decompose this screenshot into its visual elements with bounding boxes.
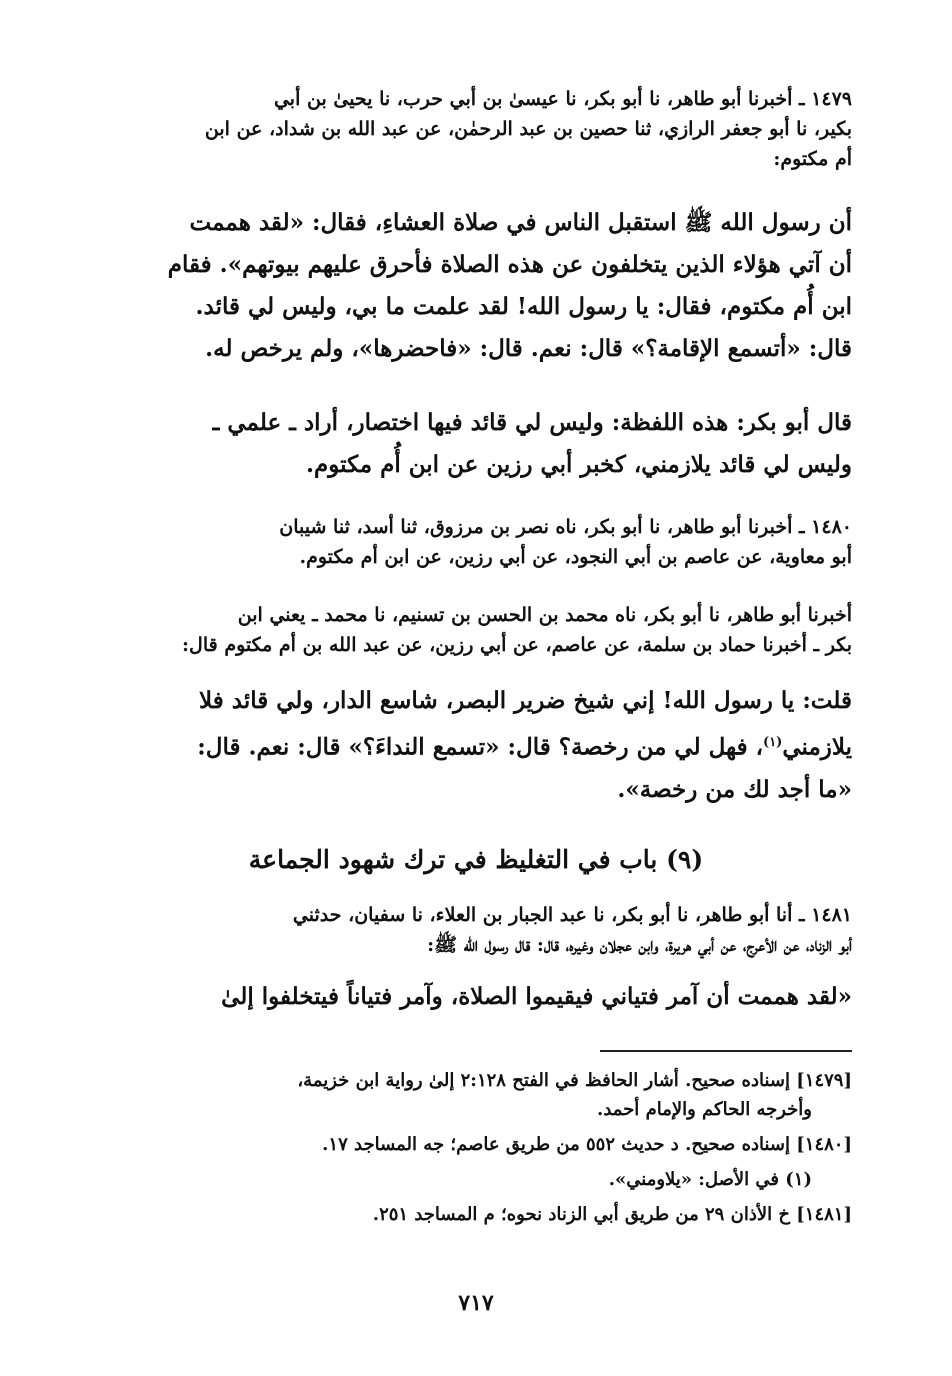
text-line: بكر ـ أخبرنا حماد بن سلمة، عن عاصم، عن أبي رزين، عن عبد الله بن أم مكتوم قال: [182,634,852,656]
text-segment: يلازمني [782,733,852,761]
footnote-marker: (١) [763,735,783,750]
text-line: ١٤٧٩ ـ أخبرنا أبو طاهر، نا أبو بكر، نا عيسىٰ بن أبي حرب، نا يحيىٰ بن أبي [273,88,852,110]
text-line: أبو معاوية، عن عاصم بن أبي النجود، عن أبي رزين، عن ابن أم مكتوم. [299,546,852,568]
text-line: «لقد هممت أن آمر فتياني فيقيموا الصلاة، وآمر فتياناً فيتخلفوا إلىٰ [221,983,852,1010]
hadith-1480-matn [100,680,852,811]
text-line: أخبرنا أبو طاهر، نا أبو بكر، ناه محمد بن الحسن بن تسنيم، نا محمد ـ يعني ابن [237,604,852,626]
hadith-1481-isnad [100,900,852,960]
text-line: ١٤٨١ ـ أنا أبو طاهر، نا أبو بكر، نا عبد الجبار بن العلاء، نا سفيان، حدثني [292,904,852,926]
hadith-1481-matn [100,976,852,1018]
text-line: قلت: يا رسول الله! إني شيخ ضرير البصر، شاسع الدار، ولي قائد فلا [199,687,852,714]
text-line: «ما أجد لك من رخصة». [617,775,852,803]
text-line: أم مكتوم: [773,148,852,170]
text-segment: (١) في الأصل: «يلاومني». [608,1169,812,1190]
text-segment: وأخرجه الحاكم والإمام أحمد. [597,1099,812,1120]
text-line: قال أبو بكر: هذه اللفظة: وليس لي قائد فيها اختصار، أراد ـ علمي ـ [212,409,852,436]
footnote-separator [600,1050,852,1052]
page-number: ٧١٧ [458,1290,494,1316]
text-line: أن رسول الله ﷺ استقبل الناس في صلاة العشاءِ، فقال: «لقد هممت [189,209,852,236]
text-line [100,722,852,769]
hadith-1479-isnad [100,84,852,174]
text-segment: ، فهل لي من رخصة؟ قال: «تسمع النداءَ؟» قال: نعم. قال: [197,733,764,761]
text-line: قال: «أتسمع الإقامة؟» قال: نعم. قال: «فاحضرها»، ولم يرخص له. [205,335,852,362]
chapter-heading: (٩) باب في التغليظ في ترك شهود الجماعة [248,845,704,874]
text-line: ابن أُم مكتوم، فقال: يا رسول الله! لقد علمت ما بي، وليس لي قائد. [195,293,852,320]
text-line: أن آتي هؤلاء الذين يتخلفون عن هذه الصلاة فأحرق عليهم بيوتهم». فقام [167,251,852,278]
footnote-1480: [١٤٨٠] إسناده صحيح. د حديث ٥٥٢ من طريق عاصم؛ جه المساجد ١٧. [322,1134,852,1155]
footnotes [100,1066,852,1229]
footnote-1481: [١٤٨١] خ الأذان ٢٩ من طريق أبي الزناد نحوه؛ م المساجد ٢٥١. [372,1204,852,1225]
footnote-note-1 [100,1165,852,1194]
text-line: أبو الزناد، عن الأعرج، عن أبي هريرة، وابن عجلان وغيره، قال: قال رسول الله ﷺ: [427,934,852,956]
text-line: بكير، نا أبو جعفر الرازي، ثنا حصين بن عبد الرحمٰن، عن عبد الله بن شداد، عن ابن [204,118,852,140]
hadith-1480-second-isnad [100,600,852,660]
text-line: ١٤٨٠ ـ أخبرنا أبو طاهر، نا أبو بكر، ناه نصر بن مرزوق، ثنا أسد، ثنا شيبان [279,516,852,538]
footnote-1479-continued [100,1095,852,1124]
footnote-1479: [١٤٧٩] إسناده صحيح. أشار الحافظ في الفتح ٢:١٢٨ إلىٰ رواية ابن خزيمة، [297,1070,852,1091]
text-line: وليس لي قائد يلازمني، كخبر أبي رزين عن ابن أُم مكتوم. [306,451,852,478]
hadith-1479-matn [100,202,852,370]
author-comment [100,402,852,486]
hadith-1480-isnad [100,512,852,572]
